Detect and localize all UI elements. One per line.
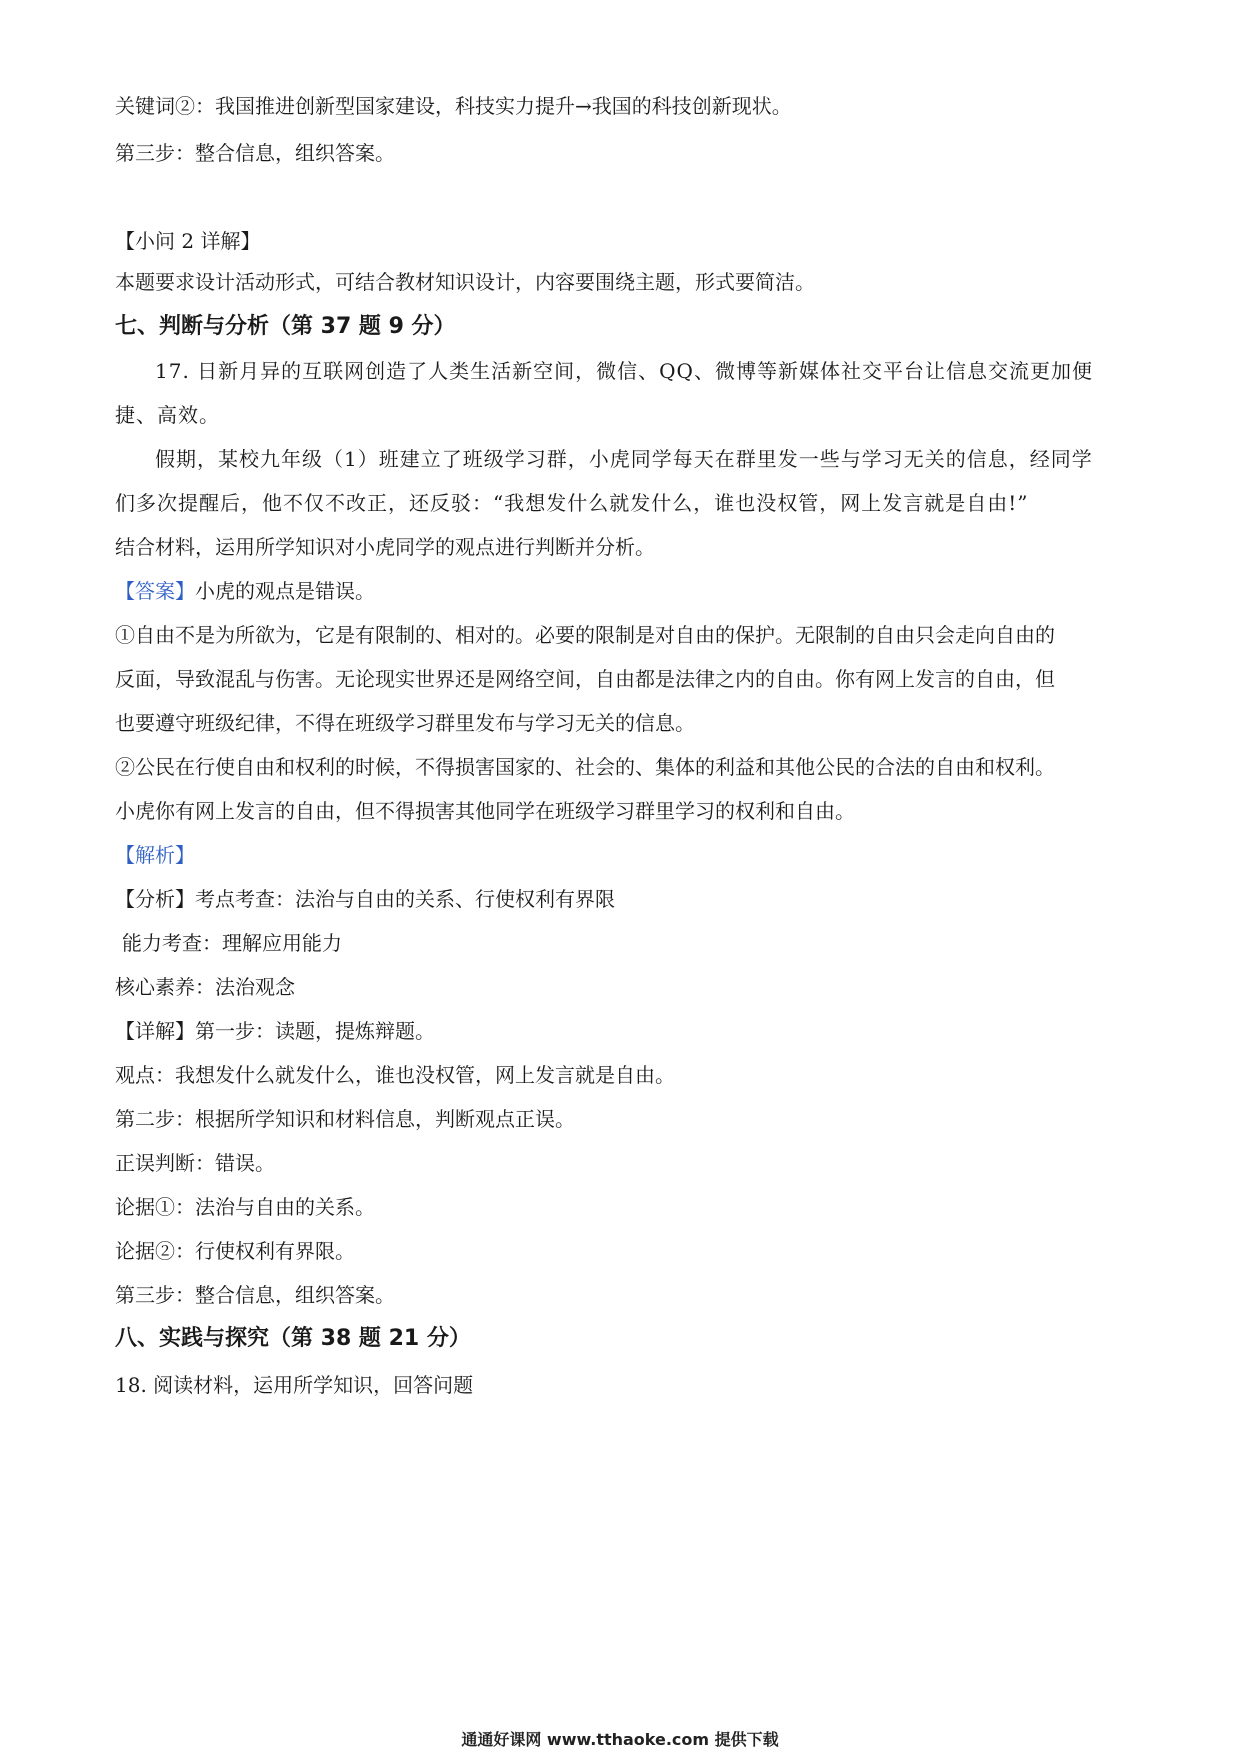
detail-judgement: 正误判断：错误。: [115, 1151, 275, 1175]
answer-point-1-line-1: ①自由不是为所欲为，它是有限制的、相对的。必要的限制是对自由的保护。无限制的自由只会走向自由的: [115, 623, 1055, 647]
analysis-tag: 【解析】: [115, 843, 195, 867]
question-17-line-2: 捷、高效。: [115, 403, 220, 427]
page-footer: 通通好课网 www.tthaoke.com 提供下载: [461, 1730, 779, 1749]
answer-point-1-line-3: 也要遵守班级纪律，不得在班级学习群里发布与学习无关的信息。: [115, 711, 695, 735]
question-18-line: 18. 阅读材料，运用所学知识，回答问题: [115, 1373, 474, 1397]
section-7-heading: 七、判断与分析（第 37 题 9 分）: [115, 314, 456, 339]
question-17-line-3: 假期，某校九年级（1）班建立了班级学习群，小虎同学每天在群里发一些与学习无关的信息，经同学: [155, 447, 1093, 471]
analysis-ability: 能力考查：理解应用能力: [122, 931, 342, 955]
answer-line: [115, 577, 1135, 605]
section-8-heading: 八、实践与探究（第 38 题 21 分）: [115, 1326, 471, 1351]
detail-step-1: 【详解】第一步：读题，提炼辩题。: [115, 1019, 435, 1043]
answer-tag: 【答案】: [115, 579, 195, 603]
question-17-line-1: 17. 日新月异的互联网创造了人类生活新空间，微信、QQ、微博等新媒体社交平台让信息交流更加便: [155, 359, 1093, 383]
analysis-exam-point: 【分析】考点考查：法治与自由的关系、行使权利有界限: [115, 887, 615, 911]
analysis-core-literacy: 核心素养：法治观念: [115, 975, 295, 999]
answer-text: 小虎的观点是错误。: [195, 579, 375, 603]
step3-line: 第三步：整合信息，组织答案。: [115, 141, 395, 165]
answer-point-2-line-1: ②公民在行使自由和权利的时候，不得损害国家的、社会的、集体的利益和其他公民的合法的自由和权利。: [115, 755, 1055, 779]
detail-step-2: 第二步：根据所学知识和材料信息，判断观点正误。: [115, 1107, 575, 1131]
detail-step-3: 第三步：整合信息，组织答案。: [115, 1283, 395, 1307]
subquestion-2-heading: 【小问 2 详解】: [115, 229, 261, 253]
answer-point-1-line-2: 反面，导致混乱与伤害。无论现实世界还是网络空间，自由都是法律之内的自由。你有网上发言的自由，但: [115, 667, 1055, 691]
question-17-line-4: 们多次提醒后，他不仅不改正，还反驳：“我想发什么就发什么，谁也没权管，网上发言就是自由!”: [115, 491, 1029, 515]
question-17-prompt: 结合材料，运用所学知识对小虎同学的观点进行判断并分析。: [115, 535, 655, 559]
detail-viewpoint: 观点：我想发什么就发什么，谁也没权管，网上发言就是自由。: [115, 1063, 675, 1087]
detail-argument-2: 论据②：行使权利有界限。: [115, 1239, 355, 1263]
subquestion-2-detail: 本题要求设计活动形式，可结合教材知识设计，内容要围绕主题，形式要简洁。: [115, 270, 815, 294]
detail-argument-1: 论据①：法治与自由的关系。: [115, 1195, 375, 1219]
keyword-2-line: 关键词②：我国推进创新型国家建设，科技实力提升→我国的科技创新现状。: [115, 94, 792, 118]
answer-point-2-line-2: 小虎你有网上发言的自由，但不得损害其他同学在班级学习群里学习的权利和自由。: [115, 799, 855, 823]
